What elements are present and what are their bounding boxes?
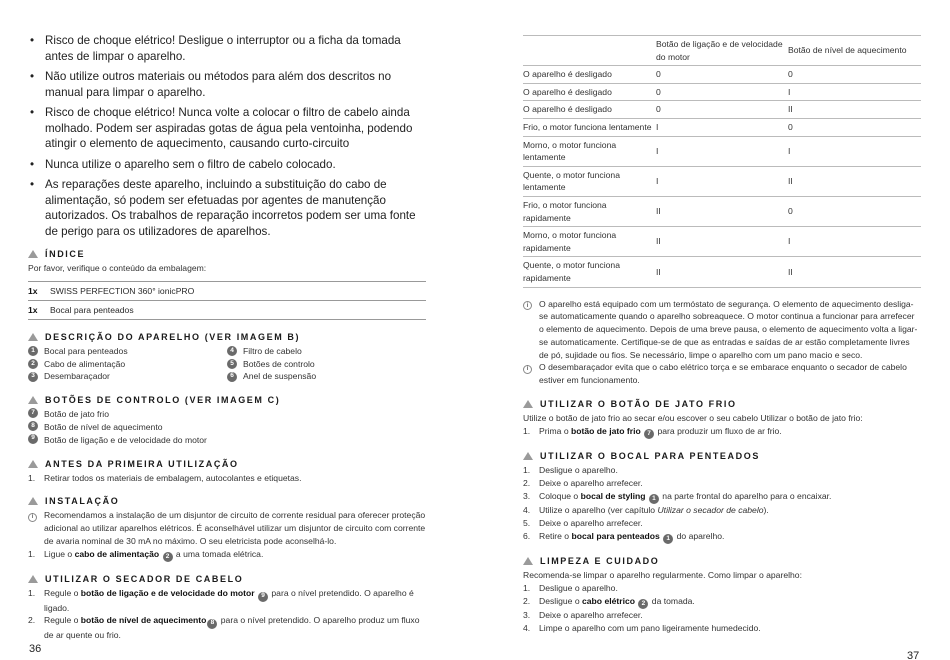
page-number-left: 36 [29,643,42,655]
parts-list [28,345,426,383]
warning-item: • Não utilize outros materiais ou métodos para além dos descritos no manual para limpar o aparelho. [28,69,426,100]
number-badge: 7 [28,408,38,418]
number-badge: 9 [28,434,38,444]
thermostat-note: i O aparelho está equipado com um termóstato de segurança. O elemento de aquecimento desliga-se automaticamente quando o aparelho sobreaquece. O motor continua a funcionar para arrefecer o elemento de aquecimento. Depois de uma breve pausa, o elemento de aquecimento volta a ligar-se automaticamente. Certifique-se de que as entradas e saídas de ar estão completamente livres de pó, sujidade ou fios. Se necessário, limpe o aparelho com um pano macio e seco. [523,298,921,362]
control-item: 8 Botão de nível de aquecimento [28,421,426,434]
part-item: 4 Filtro de cabelo [227,345,426,358]
info-icon: i [28,513,37,522]
install-step: 1. Ligue o cabo de alimentação 2 a uma tomada elétrica. [28,548,426,562]
warning-triangle-icon [28,396,38,404]
nozzle-step: 1. Desligue o aparelho. [523,465,618,476]
use-dryer-step: 1. Regule o botão de ligação e de velocidade do motor 9 para o nível pretendido. O aparelho é ligado. [28,588,414,613]
package-list [28,281,426,320]
cold-shot-intro: Utilize o botão de jato frio ao secar e/ou escover o seu cabelo Utilizar o botão de jato frio: [523,413,863,424]
table-row: Frio, o motor funciona rapidamente II 0 [523,196,921,226]
install-info: i Recomendamos a instalação de um disjuntor de circuito de corrente residual para oferecer proteção adicional ao utilizar aparelhos elétricos. É aconselhável utilizar um disjuntor de circuito com corrente de avaria nominal de 30 mA no máximo. O seu eletricista pode aconselhá-lo. [28,509,426,547]
cleaning-heading: LIMPEZA E CUIDADO [523,556,921,566]
info-icon: i [523,365,532,374]
part-item: 5 Botões de controlo [227,358,426,371]
control-item: 7 Botão de jato frio [28,408,426,421]
nozzle-step: 4. Utilize o aparelho (ver capítulo Utilizar o secador de cabelo). [523,505,769,516]
warning-triangle-icon [28,497,38,505]
warning-triangle-icon [28,460,38,468]
number-badge: 1 [663,534,673,544]
settings-table [523,35,921,288]
number-badge: 2 [163,552,173,562]
cleaning-intro: Recomenda-se limpar o aparelho regularmente. Como limpar o aparelho: [523,570,802,581]
number-badge: 7 [644,429,654,439]
warning-triangle-icon [523,452,533,460]
number-badge: 1 [28,346,38,356]
part-item: 3 Desembaraçador [28,370,227,383]
nozzle-step: 6. Retire o bocal para penteados 1 do aparelho. [523,530,921,544]
table-row: Frio, o motor funciona lentamente I 0 [523,118,921,136]
warning-item: • As reparações deste aparelho, incluindo a substituição do cabo de alimentação, só podem ser efetuadas por agentes de manutenção autorizados. Os trabalhos de reparação incorretos podem ser uma fonte de perigo para os utilizadores de aparelhos. [28,177,426,239]
control-item: 9 Botão de ligação e de velocidade do motor [28,434,426,447]
table-row: O aparelho é desligado 0 II [523,101,921,119]
warning-item: • Risco de choque elétrico! Desligue o interruptor ou a ficha da tomada antes de limpar o aparelho. [28,33,426,64]
first-use-heading: ANTES DA PRIMEIRA UTILIZAÇÃO [28,459,426,469]
description-heading: DESCRIÇÃO DO APARELHO (VER IMAGEM B) [28,332,426,342]
use-dryer-heading: UTILIZAR O SECADOR DE CABELO [28,574,426,584]
cleaning-step: 1. Desligue o aparelho. [523,583,618,594]
number-badge: 6 [227,372,237,382]
number-badge: 8 [207,619,217,629]
number-badge: 8 [28,421,38,431]
part-item: 6 Anel de suspensão [227,370,426,383]
table-row: Morno, o motor funciona rapidamente II I [523,227,921,257]
package-row: 1x Bocal para penteados [28,301,426,320]
part-item: 1 Bocal para penteados [28,345,227,358]
table-row: Quente, o motor funciona lentamente I II [523,166,921,196]
cleaning-step: 4. Limpe o aparelho com um pano ligeiramente humedecido. [523,623,761,634]
nozzle-step: 5. Deixe o aparelho arrefecer. [523,518,643,529]
table-header-row [523,36,921,66]
number-badge: 4 [227,346,237,356]
warning-triangle-icon [28,575,38,583]
index-intro: Por favor, verifique o conteúdo da embalagem: [28,263,207,273]
detangler-note: i O desembaraçador evita que o cabo elétrico torça e se embarace enquanto o secador de cabelo estiver em funcionamento. [523,361,921,387]
number-badge: 9 [258,592,268,602]
table-row: O aparelho é desligado 0 I [523,83,921,101]
warning-triangle-icon [523,557,533,565]
table-row: Quente, o motor funciona rapidamente II II [523,257,921,287]
index-heading: ÍNDICE [28,249,426,259]
use-dryer-step: 2. Regule o botão de nível de aquecimento 8 para o nível pretendido. O aparelho produz um fluxo de ar quente ou frio. [28,615,420,640]
cold-shot-step: 1. Prima o botão de jato frio 7 para produzir um fluxo de ar frio. [523,425,921,439]
right-page [523,0,921,660]
warning-triangle-icon [28,333,38,341]
number-badge: 1 [649,494,659,504]
first-use-step: 1. Retirar todos os materiais de embalagem, autocolantes e etiquetas. [28,472,302,483]
number-badge: 5 [227,359,237,369]
warning-item: • Risco de choque elétrico! Nunca volte a colocar o filtro de cabelo ainda molhado. Podem ser aspiradas gotas de água pela ventoinha, podendo atingir o elemento de aquecimento, causando curto-circuito [28,105,426,152]
left-page [28,0,426,660]
table-header-cell: Botão de ligação e de velocidade do motor [656,36,788,66]
install-heading: INSTALAÇÃO [28,496,426,506]
nozzle-step: 2. Deixe o aparelho arrefecer. [523,478,643,489]
number-badge: 3 [28,372,38,382]
part-item: 2 Cabo de alimentação [28,358,227,371]
number-badge: 2 [28,359,38,369]
nozzle-step: 3. Coloque o bocal de styling 1 na parte frontal do aparelho para o encaixar. [523,490,921,504]
warning-triangle-icon [28,250,38,258]
number-badge: 2 [638,599,648,609]
controls-heading: BOTÕES DE CONTROLO (VER IMAGEM C) [28,395,426,405]
cold-shot-heading: UTILIZAR O BOTÃO DE JATO FRIO [523,399,921,409]
warning-triangle-icon [523,400,533,408]
page-number-right: 37 [907,650,920,660]
nozzle-heading: UTILIZAR O BOCAL PARA PENTEADOS [523,451,921,461]
package-row: 1x SWISS PERFECTION 360° ionicPRO [28,282,426,301]
table-header-cell: Botão de nível de aquecimento [788,36,921,66]
table-row: O aparelho é desligado 0 0 [523,66,921,84]
info-icon: i [523,301,532,310]
table-row: Morno, o motor funciona lentamente I I [523,136,921,166]
cleaning-step: 3. Deixe o aparelho arrefecer. [523,610,643,621]
warning-item: • Nunca utilize o aparelho sem o filtro de cabelo colocado. [28,157,426,173]
warning-list [28,33,426,239]
cleaning-step: 2. Desligue o cabo elétrico 2 da tomada. [523,595,921,609]
